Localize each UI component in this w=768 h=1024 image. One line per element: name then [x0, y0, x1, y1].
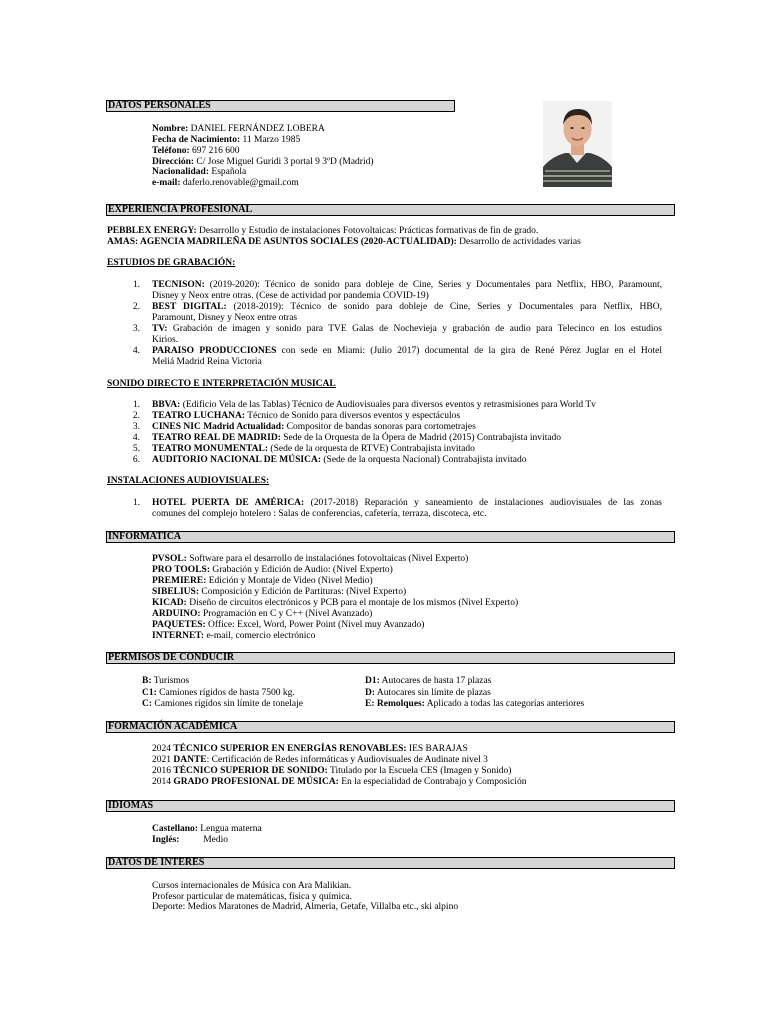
interest-line: Deporte: Medios Maratones de Madrid, Almería, Getafe, Villalba etc., ski alpino — [152, 902, 459, 912]
list-number: 6. — [132, 455, 140, 465]
education-row-2021: 2021 DANTE: Certificación de Redes informáticas y Audiovisuales de Audinate nivel 3 — [152, 755, 488, 765]
list-number: 4. — [132, 346, 140, 356]
personal-phone: Teléfono: 697 216 600 — [152, 146, 240, 156]
subsection-recording-title: ESTUDIOS DE GRABACIÓN: — [107, 258, 236, 268]
license-b: B: Turismos — [142, 676, 190, 686]
list-number: 1. — [132, 400, 140, 410]
it-row-premiere: PREMIERE: Edición y Montaje de Video (Nivel Medio) — [152, 576, 373, 586]
section-header-license: PERMISOS DE CONDUCIR — [106, 652, 675, 664]
list-number: 1. — [132, 498, 140, 508]
education-row-2016: 2016 TÉCNICO SUPERIOR DE SONIDO: Titulado por la Escuela CES (Imagen y Sonido) — [152, 766, 512, 776]
personal-address: Dirección: C/ Jose Miguel Guridi 3 portal 9 3ºD (Madrid) — [152, 157, 374, 167]
education-row-2024: 2024 TÉCNICO SUPERIOR EN ENERGÍAS RENOVABLES: IES BARAJAS — [152, 744, 468, 754]
live-item-teatro-real: TEATRO REAL DE MADRID: Sede de la Orquesta de la Ópera de Madrid (2015) Contrabajista invitado — [152, 433, 562, 443]
experience-line-amas: AMAS: AGENCIA MADRILEÑA DE ASUNTOS SOCIALES (2020-ACTUALIDAD): Desarrollo de actividades varias — [107, 237, 581, 247]
live-item-auditorio: AUDITORIO NACIONAL DE MÚSICA: (Sede de la orquesta Nacional) Contrabajista invitado — [152, 455, 527, 465]
live-item-cines-nic: CINES NIC Madrid Actualidad: Compositor de bandas sonoras para cortometrajes — [152, 422, 476, 432]
interest-line: Profesor particular de matemáticas, física y química. — [152, 892, 352, 902]
license-d1: D1: Autocares de hasta 17 plazas — [365, 676, 492, 686]
section-header-languages: IDIOMAS — [106, 800, 675, 812]
recording-item-best-digital: BEST DIGITAL: (2018-2019): Técnico de sonido para dobleje de Cine, Series y Documentales para Netflix, HBO, Paramount, Disney y Neox entre otras — [152, 302, 662, 323]
av-item-hotel: HOTEL PUERTA DE AMÉRICA: (2017-2018) Reparación y saneamiento de instalaciones audiovisuales de las zonas comunes del complejo hotelero : Salas de conferencias, cafetería, terraza, discoteca, etc. — [152, 498, 662, 519]
it-row-internet: INTERNET: e-mail, comercio electrónico — [152, 631, 316, 641]
it-row-paquetes: PAQUETES: Office: Excel, Word, Power Point (Nivel muy Avanzado) — [152, 620, 425, 630]
experience-line-pebblex: PEBBLEX ENERGY: Desarrollo y Estudio de instalaciones Fotovoltaicas: Prácticas formativas de fin de grado. — [107, 226, 539, 236]
personal-email: e-mail: daferlo.renovable@gmail.com — [152, 178, 299, 188]
license-e: E: Remolques: Aplicado a todas las categorías anteriores — [365, 699, 585, 709]
list-number: 1. — [132, 280, 140, 290]
section-header-personal: DATOS PERSONALES — [106, 100, 455, 112]
live-item-monumental: TEATRO MONUMENTAL: (Sede de la orquesta de RTVE) Contrabajista invitado — [152, 444, 475, 454]
subsection-av-title: INSTALACIONES AUDIOVISUALES: — [107, 476, 270, 486]
profile-photo — [543, 101, 612, 187]
license-d: D: Autocares sin límite de plazas — [365, 688, 491, 698]
recording-item-tecnison: TECNISON: (2019-2020): Técnico de sonido para dobleje de Cine, Series y Documentales para Netflix, HBO, Paramount, Disney y Neox entre otras. (Cese de actividad por pandemia COVID-19) — [152, 280, 662, 301]
list-number: 4. — [132, 433, 140, 443]
interest-line: Cursos internacionales de Música con Ara Malikian. — [152, 881, 352, 891]
section-header-interests: DATOS DE INTERES — [106, 857, 675, 869]
personal-birthdate: Fecha de Nacimiento: 11 Marzo 1985 — [152, 135, 301, 145]
it-row-protools: PRO TOOLS: Grabación y Edición de Audio: (Nivel Experto) — [152, 565, 393, 575]
subsection-live-title: SONIDO DIRECTO E INTERPRETACIÓN MUSICAL — [107, 379, 336, 389]
language-row-castellano: Castellano: Lengua materna — [152, 824, 262, 834]
list-number: 3. — [132, 324, 140, 334]
it-row-pvsol: PVSOL: Software para el desarrollo de instalaciónes fotovoltaicas (Nivel Experto) — [152, 554, 469, 564]
personal-name: Nombre: DANIEL FERNÁNDEZ LOBERA — [152, 124, 325, 134]
list-number: 3. — [132, 422, 140, 432]
language-row-ingles: Inglés: Medio — [152, 835, 229, 845]
it-row-arduino: ARDUINO: Programación en C y C++ (Nivel Avanzado) — [152, 609, 373, 619]
recording-item-paraiso: PARAISO PRODUCCIONES con sede en Miami: (Julio 2017) documental de la gira de René Pérez Juglar en el Hotel Meliá Madrid Reina Victoria — [152, 346, 662, 367]
profile-photo-drawing — [543, 101, 612, 187]
education-row-2014: 2014 GRADO PROFESIONAL DE MÚSICA: En la especialidad de Contrabajo y Composición — [152, 777, 527, 787]
list-number: 5. — [132, 444, 140, 454]
personal-nationality: Nacionalidad: Española — [152, 167, 247, 177]
license-c: C: Camiones rígidos sin límite de tonelaje — [142, 699, 303, 709]
live-item-bbva: BBVA: (Edificio Vela de las Tablas) Técnico de Audiovisuales para diversos eventos y retrasmisiones para World Tv — [152, 400, 596, 410]
license-c1: C1: Camiones rígidos de hasta 7500 kg. — [142, 688, 295, 698]
list-number: 2. — [132, 302, 140, 312]
it-row-kicad: KICAD: Diseño de circuitos electrónicos y PCB para el montaje de los mismos (Nivel Experto) — [152, 598, 519, 608]
section-header-it: INFORMATICA — [106, 531, 675, 543]
it-row-sibelius: SIBELIUS: Composición y Edición de Partituras: (Nivel Experto) — [152, 587, 407, 597]
recording-item-tv: TV: Grabación de imagen y sonido para TVE Galas de Nochevieja y grabación de audio para Telecinco en los estudios Kirios. — [152, 324, 662, 345]
live-item-luchana: TEATRO LUCHANA: Técnico de Sonido para diversos eventos y espectáculos — [152, 411, 461, 421]
list-number: 2. — [132, 411, 140, 421]
section-header-experience: EXPERIENCIA PROFESIONAL — [106, 204, 675, 216]
section-header-education: FORMACIÓN ACADÉMICA — [106, 721, 675, 733]
